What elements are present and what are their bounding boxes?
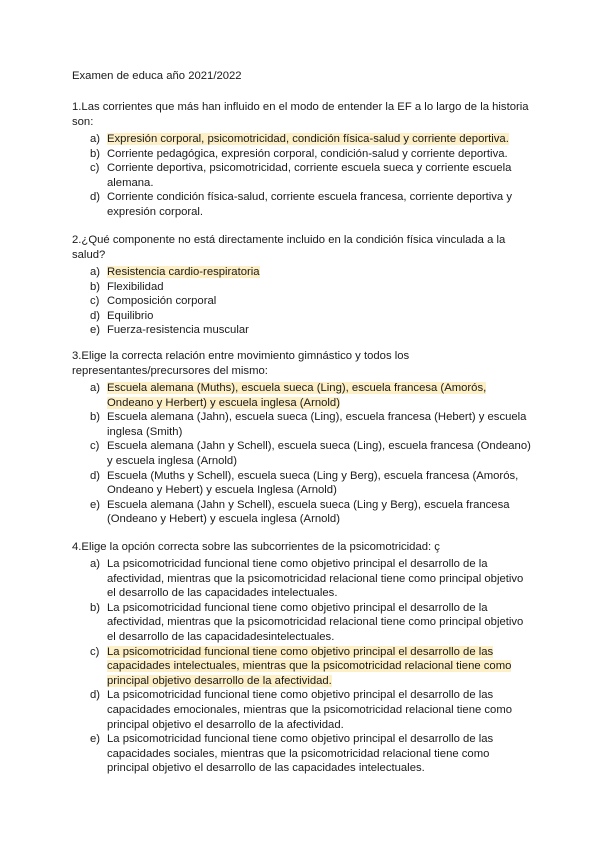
option-letter: c) — [90, 440, 100, 453]
option-text: Escuela alemana (Jahn y Schell), escuela sueca (Ling y Berg), escuela francesa (Ondeano y Hebert) y escuela inglesa (Arnold) — [107, 498, 510, 526]
options-list — [72, 265, 534, 338]
question-2 — [72, 233, 534, 338]
option-text: Fuerza-resistencia muscular — [107, 324, 249, 337]
question-text: 4.Elige la opción correcta sobre las subcorrientes de la psicomotricidad: ç — [72, 541, 440, 553]
option-letter: b) — [90, 411, 101, 424]
option-e — [72, 498, 534, 527]
option-text-highlighted: La psicomotricidad funcional tiene como objetivo principal el desarrollo de las capacidades intelectuales, mientras que la psicomotricidad relacional tiene como principal objetivo desarrollo de la afectividad. — [107, 645, 512, 687]
option-text: Corriente condición física-salud, corriente escuela francesa, corriente deportiva y expresión corporal. — [107, 191, 513, 218]
option-letter: e) — [90, 324, 101, 337]
option-text: La psicomotricidad funcional tiene como objetivo principal el desarrollo de la afectividad, mientras que la psicomotricidad relacional tiene como principal objetivo el desarrollo de las capacidadesintelectuales. — [107, 601, 524, 643]
option-c — [72, 161, 534, 190]
question-text: 2.¿Qué componente no está directamente incluido en la condición física vinculada a la salud? — [72, 234, 506, 261]
option-text: Escuela (Muths y Schell), escuela sueca (Ling y Berg), escuela francesa (Amorós, Ondeano y Hebert) y escuela Inglesa (Arnold) — [107, 469, 519, 497]
option-letter: a) — [90, 133, 101, 145]
options-list — [72, 132, 534, 220]
option-a — [72, 381, 534, 410]
option-letter: b) — [90, 280, 101, 293]
option-letter: b) — [90, 147, 101, 160]
option-b — [72, 280, 534, 295]
question-text: 1.Las corrientes que más han influido en el modo de entender la EF a lo largo de la historia son: — [72, 101, 529, 128]
option-text: Corriente deportiva, psicomotricidad, corriente escuela sueca y corriente escuela alemana. — [107, 162, 512, 189]
option-d — [72, 688, 534, 732]
option-text: Equilibrio — [107, 309, 154, 322]
option-text: Flexibilidad — [107, 280, 164, 293]
option-letter: d) — [90, 689, 101, 702]
question-text: 3.Elige la correcta relación entre movimiento gimnástico y todos los representantes/precursores del mismo: — [72, 350, 410, 377]
option-d — [72, 309, 534, 324]
option-letter: a) — [90, 558, 101, 570]
option-letter: e) — [90, 733, 101, 746]
option-text: Corriente pedagógica, expresión corporal, condición-salud y corriente deportiva. — [107, 147, 508, 160]
document-title: Examen de educa año 2021/2022 — [72, 70, 242, 82]
options-list — [72, 381, 534, 527]
option-text: Escuela alemana (Jahn y Schell), escuela sueca (Ling), escuela francesa (Ondeano) y escuela inglesa (Arnold) — [107, 440, 531, 467]
option-letter: d) — [90, 309, 101, 322]
option-text: La psicomotricidad funcional tiene como objetivo principal el desarrollo de las capacidades emocionales, mientras que la psicomotricidad relacional tiene como principal objetivo el desarrollo de la afectividad. — [107, 689, 513, 731]
option-e — [72, 323, 534, 338]
option-c — [72, 294, 534, 309]
option-e — [72, 732, 534, 776]
option-letter: a) — [90, 266, 101, 278]
option-d — [72, 190, 534, 219]
option-letter: e) — [90, 498, 101, 511]
question-1 — [72, 100, 534, 220]
option-text: Composición corporal — [107, 295, 217, 308]
option-letter: d) — [90, 469, 101, 482]
option-b — [72, 601, 534, 645]
option-a — [72, 265, 534, 280]
option-c — [72, 439, 534, 468]
options-list — [72, 557, 534, 776]
question-3 — [72, 349, 534, 527]
option-b — [72, 147, 534, 162]
option-letter: b) — [90, 601, 101, 614]
option-letter: c) — [90, 645, 100, 658]
option-letter: c) — [90, 162, 100, 175]
option-text-highlighted: Escuela alemana (Muths), escuela sueca (Ling), escuela francesa (Amorós, Ondeano y Herbert) y escuela inglesa (Arnold) — [107, 382, 487, 409]
option-text-highlighted: Resistencia cardio-respiratoria — [107, 266, 260, 278]
option-d — [72, 469, 534, 498]
option-a — [72, 132, 534, 147]
option-letter: d) — [90, 191, 101, 204]
option-letter: a) — [90, 382, 101, 394]
option-letter: c) — [90, 295, 100, 308]
option-text: La psicomotricidad funcional tiene como objetivo principal el desarrollo de la afectividad, mientras que la psicomotricidad relacional tiene como principal objetivo el desarrollo de las capacidades intelectuales. — [107, 558, 524, 600]
option-text: Escuela alemana (Jahn), escuela sueca (Ling), escuela francesa (Hebert) y escuela inglesa (Smith) — [107, 411, 527, 438]
option-b — [72, 410, 534, 439]
option-a — [72, 557, 534, 601]
option-text-highlighted: Expresión corporal, psicomotricidad, condición física-salud y corriente deportiva. — [107, 133, 509, 145]
option-c — [72, 645, 534, 689]
option-text: La psicomotricidad funcional tiene como objetivo principal el desarrollo de las capacidades sociales, mientras que la psicomotricidad relacional tiene como principal objetivo el desarrollo de las capacidades intelectuales. — [107, 733, 494, 775]
question-4 — [72, 540, 534, 776]
